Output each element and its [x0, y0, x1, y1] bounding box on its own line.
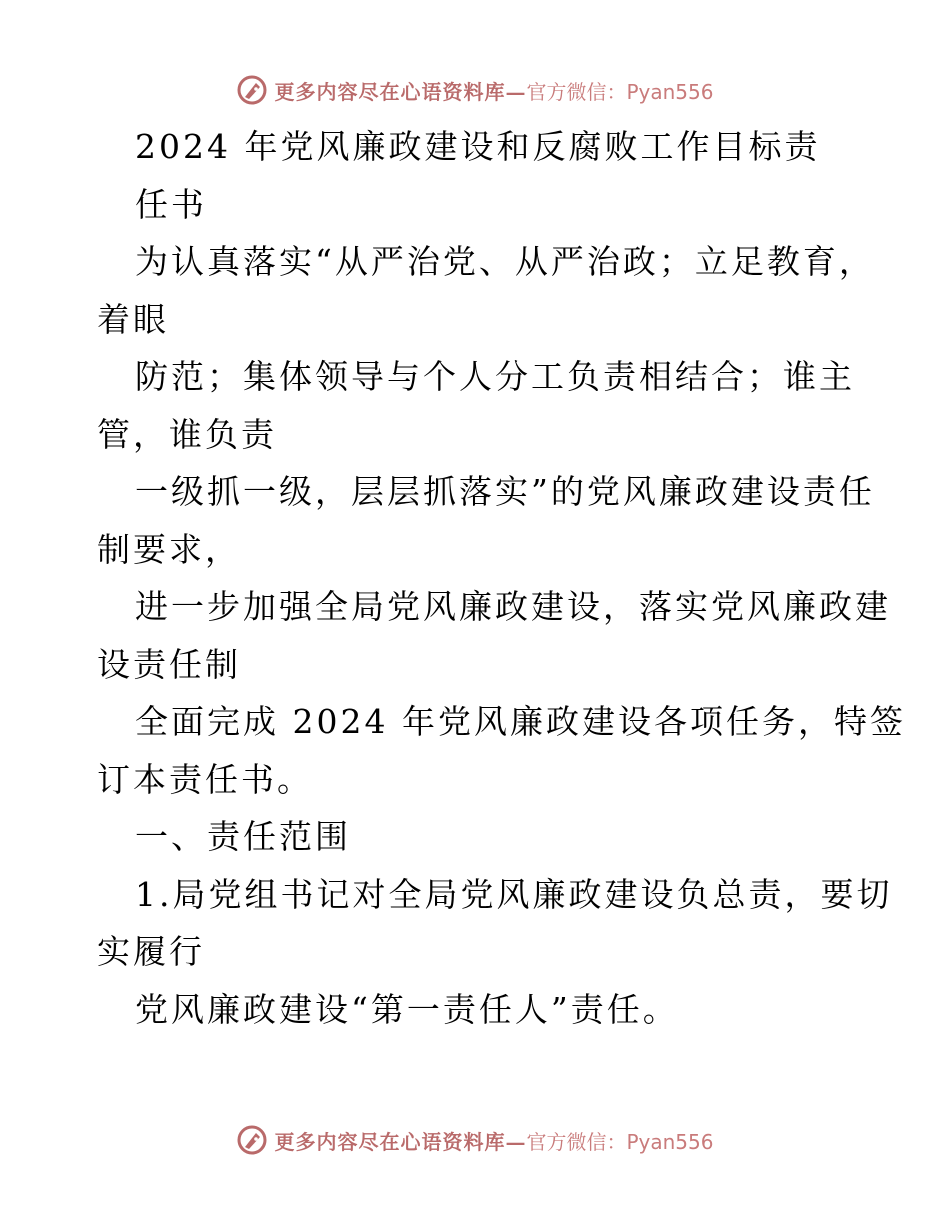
document-line: 任书: [135, 184, 207, 224]
watermark-contact: 官方微信：Pyan556: [526, 1129, 714, 1154]
document-line: 党风廉政建设“第一责任人”责任。: [135, 989, 679, 1029]
document-line: 管，谁负责: [97, 414, 277, 454]
document-line: 一、责任范围: [135, 817, 351, 856]
document-line: 全面完成 2024 年党风廉政建设各项任务，特签: [135, 702, 906, 741]
document-line: 进一步加强全局党风廉政建设，落实党风廉政建: [135, 587, 891, 626]
document-body: [97, 118, 906, 1038]
document-line: 订本责任书。: [97, 759, 313, 799]
document-line: 着眼: [97, 299, 169, 339]
header-watermark: [0, 70, 950, 110]
document-line: 制要求，: [97, 529, 241, 569]
watermark-site: 更多内容尽在心语资料库: [274, 79, 506, 104]
footer-watermark: [0, 1120, 950, 1160]
document-line: 一级抓一级，层层抓落实”的党风廉政建设责任: [135, 472, 875, 511]
document-line: 设责任制: [97, 644, 241, 684]
document-line: 实履行: [97, 932, 205, 971]
watermark-text: [274, 76, 713, 105]
pen-nib-logo-icon: [236, 74, 268, 106]
watermark-separator: —: [505, 1129, 527, 1154]
watermark-text: [274, 1126, 713, 1155]
document-line: 2024 年党风廉政建设和反腐败工作目标责: [135, 127, 821, 166]
watermark-contact: 官方微信：Pyan556: [526, 79, 714, 104]
document-line: 1.局党组书记对全局党风廉政建设负总责，要切: [135, 874, 893, 914]
document-line: 防范；集体领导与个人分工负责相结合；谁主: [135, 357, 855, 396]
document-line: 为认真落实“从严治党、从严治政；立足教育，: [135, 242, 875, 281]
watermark-site: 更多内容尽在心语资料库: [274, 1129, 506, 1154]
watermark-separator: —: [505, 79, 527, 104]
pen-nib-logo-icon: [236, 1124, 268, 1156]
